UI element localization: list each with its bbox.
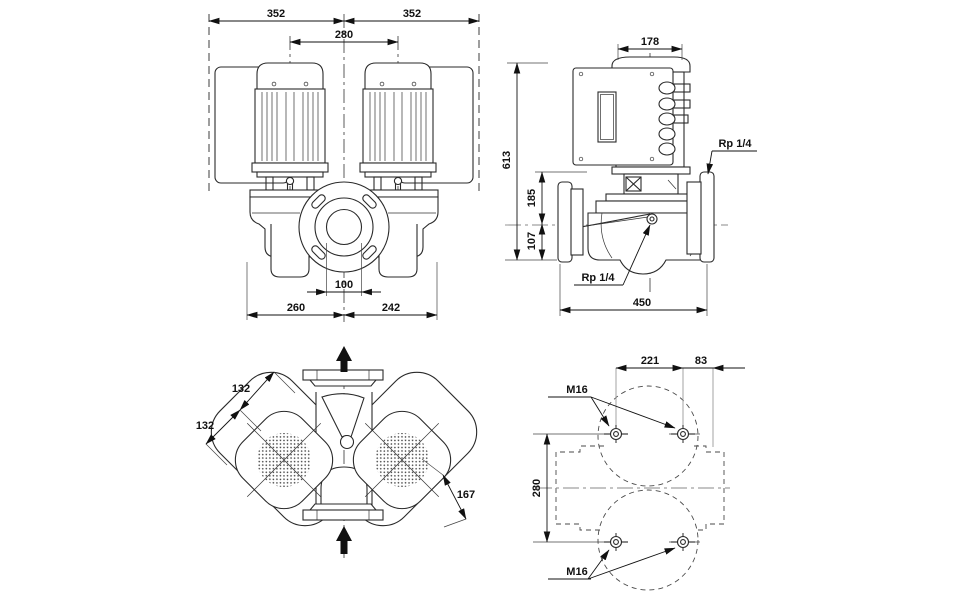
motor-left	[252, 63, 328, 190]
dim-450: 450	[632, 297, 652, 309]
dim-132-a: 132	[231, 383, 251, 395]
label-m16-top: M16	[566, 384, 588, 396]
dim-352-left: 352	[266, 8, 286, 20]
dim-83: 83	[694, 355, 708, 367]
shaft-plug	[341, 436, 354, 449]
bottom-port-flange	[303, 504, 383, 520]
bolt-hole-top-left	[604, 425, 628, 443]
dim-242: 242	[381, 302, 401, 314]
dim-280-plan: 280	[531, 478, 543, 498]
dim-107: 107	[526, 231, 538, 251]
bolt-hole-bottom-left	[604, 533, 628, 551]
motor-stool	[606, 167, 696, 201]
flange-right	[700, 172, 714, 262]
dim-260: 260	[286, 302, 306, 314]
bolt-plan-view	[531, 355, 745, 590]
top-view	[196, 346, 489, 558]
label-rp14-top: Rp 1/4	[718, 138, 752, 150]
terminal-box	[573, 68, 690, 165]
front-view	[209, 8, 479, 322]
dim-280: 280	[334, 29, 354, 41]
dim-221: 221	[640, 355, 660, 367]
dim-352-right: 352	[402, 8, 422, 20]
dim-167: 167	[456, 489, 476, 501]
dim-132-b: 132	[195, 420, 215, 432]
flow-arrow-in-icon	[336, 526, 352, 554]
dim-100: 100	[334, 279, 354, 291]
label-m16-bottom: M16	[566, 566, 588, 578]
motor-right	[360, 63, 436, 190]
label-rp14-center: Rp 1/4	[581, 272, 615, 284]
side-view	[501, 36, 757, 316]
port-flange	[299, 182, 389, 272]
flange-left	[558, 182, 572, 262]
dim-613: 613	[501, 150, 513, 170]
top-port-flange	[303, 370, 383, 386]
center-plug	[647, 214, 657, 224]
dim-185: 185	[526, 188, 538, 208]
dim-178: 178	[640, 36, 660, 48]
flow-arrow-out-icon	[336, 346, 352, 372]
